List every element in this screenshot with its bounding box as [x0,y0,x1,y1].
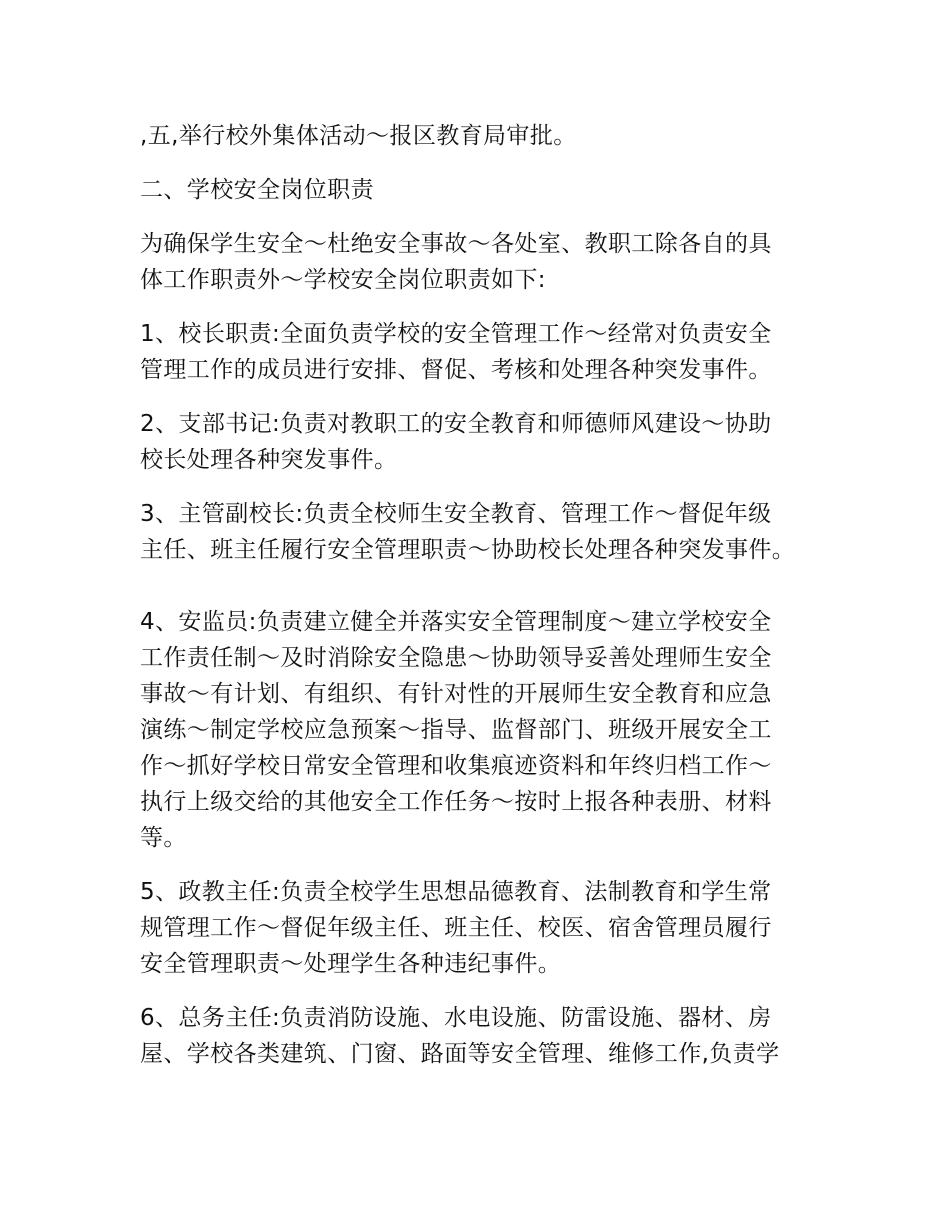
document-body [140,118,820,1090]
paragraph-intro: 为确保学生安全～杜绝安全事故～各处室、教职工除各自的具 体工作职责外～学校安全岗位职责如下: [140,231,772,293]
paragraph-vice-principal-duties: 3、主管副校长:负责全校师生安全教育、管理工作～督促年级 主任、班主任履行安全管理职责～协助校长处理各种突发事件。 [140,501,796,563]
paragraph-branch-secretary-duties: 2、支部书记:负责对教职工的安全教育和师德师风建设～协助 校长处理各种突发事件。 [140,411,772,473]
paragraph-safety-supervisor-duties: 4、安监员:负责建立健全并落实安全管理制度～建立学校安全 工作责任制～及时消除安全隐患～协助领导妥善处理师生安全 事故～有计划、有组织、有针对性的开展师生安全教育和应急 演练～制定学校应急预案～指导、监督部门、班级开展安全工 作～抓好学校日常安全管理和收集痕迹资料和年终归档工作～ 执行上级交给的其他安全工作任务～按时上报各种表册、材料 等。 [140,609,772,851]
paragraph-political-education-director-duties: 5、政教主任:负责全校学生思想品德教育、法制教育和学生常 规管理工作～督促年级主任、班主任、校医、宿舍管理员履行 安全管理职责～处理学生各种违纪事件。 [140,879,772,977]
paragraph-approval-note: ,五,举行校外集体活动～报区教育局审批。 [140,123,577,149]
section-heading-safety-duties: 二、学校安全岗位职责 [140,177,374,203]
paragraph-general-affairs-director-duties: 6、总务主任:负责消防设施、水电设施、防雷设施、器材、房 屋、学校各类建筑、门窗、路面等安全管理、维修工作,负责学 [140,1005,780,1067]
paragraph-principal-duties: 1、校长职责:全面负责学校的安全管理工作～经常对负责安全 管理工作的成员进行安排、督促、考核和处理各种突发事件。 [140,321,772,383]
